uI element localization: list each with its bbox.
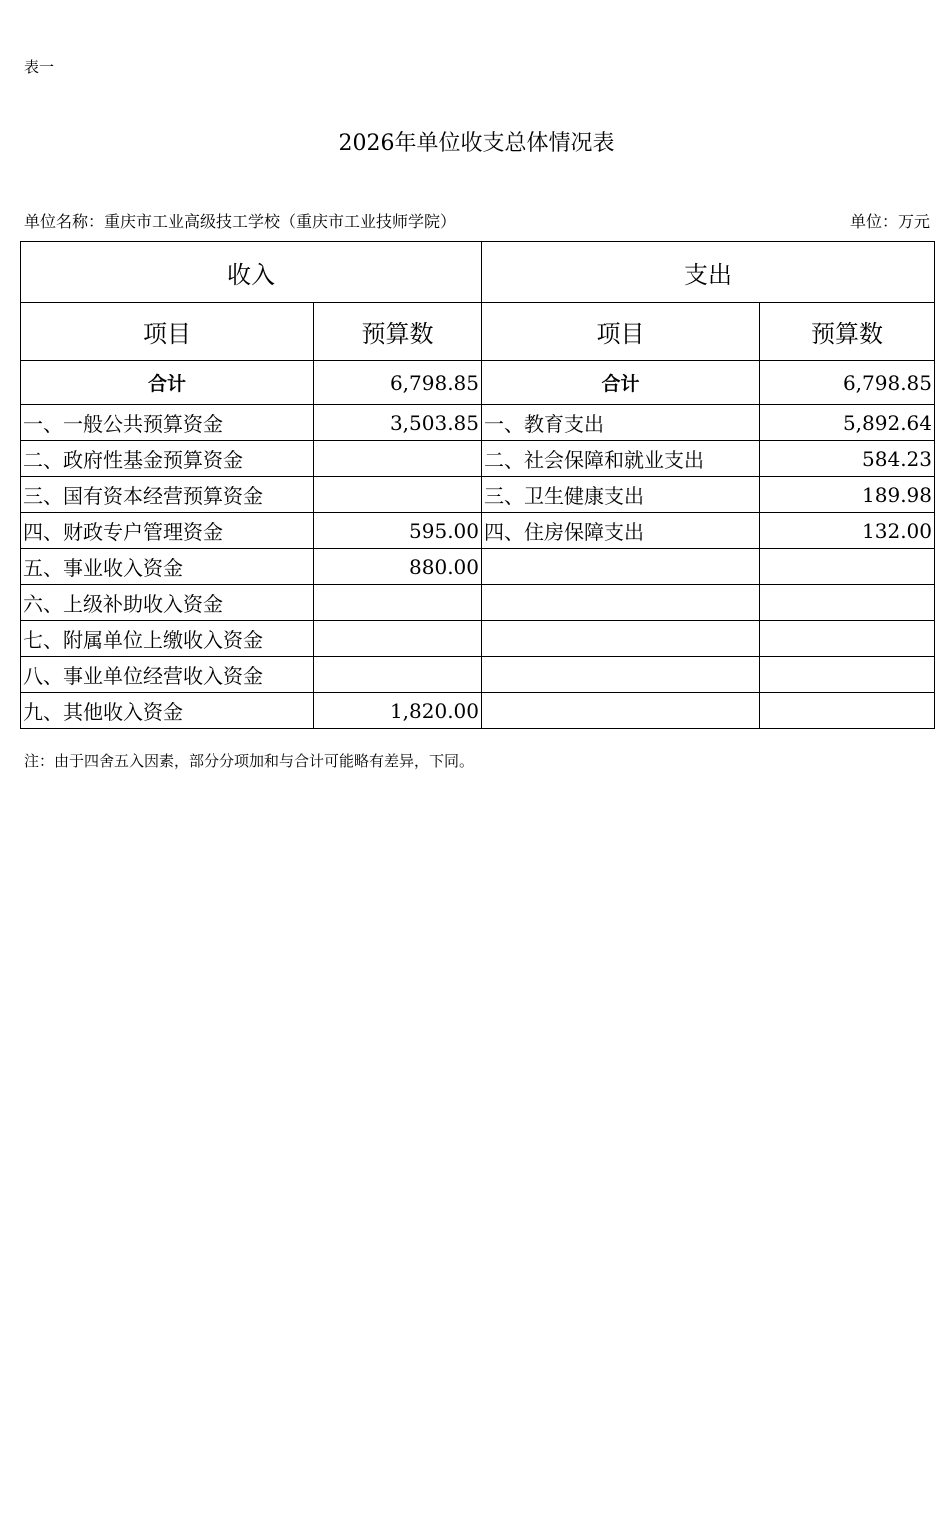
column-header-row (21, 303, 935, 361)
expenditure-item (482, 621, 760, 657)
income-item-header: 项目 (21, 303, 314, 361)
income-value: 880.00 (314, 549, 482, 585)
income-value (314, 441, 482, 477)
income-budget-header: 预算数 (314, 303, 482, 361)
total-row (21, 361, 935, 405)
income-item: 四、财政专户管理资金 (21, 513, 314, 549)
table-row (21, 513, 935, 549)
expenditure-item: 二、社会保障和就业支出 (482, 441, 760, 477)
unit-name: 单位名称：重庆市工业高级技工学校（重庆市工业技师学院） (24, 212, 457, 231)
expenditure-value: 5,892.64 (760, 405, 935, 441)
expenditure-item: 三、卫生健康支出 (482, 477, 760, 513)
expenditure-value (760, 585, 935, 621)
income-header: 收入 (21, 242, 482, 303)
expenditure-item (482, 657, 760, 693)
expenditure-value: 132.00 (760, 513, 935, 549)
budget-summary-table (20, 241, 935, 729)
expenditure-budget-header: 预算数 (760, 303, 935, 361)
table-row (21, 477, 935, 513)
income-value (314, 657, 482, 693)
table-row (21, 621, 935, 657)
expenditure-value: 584.23 (760, 441, 935, 477)
expenditure-value (760, 693, 935, 729)
income-item: 二、政府性基金预算资金 (21, 441, 314, 477)
expenditure-value (760, 621, 935, 657)
income-total-label: 合计 (21, 361, 314, 405)
group-header-row (21, 242, 935, 303)
unit-measure: 单位：万元 (849, 212, 930, 231)
income-value: 1,820.00 (314, 693, 482, 729)
meta-row (24, 209, 930, 232)
footnote: 注：由于四舍五入因素，部分分项加和与合计可能略有差异，下同。 (24, 752, 475, 770)
expenditure-value (760, 657, 935, 693)
table-row (21, 657, 935, 693)
table-id: 表一 (24, 58, 55, 76)
table-row (21, 441, 935, 477)
expenditure-total-label: 合计 (482, 361, 760, 405)
expenditure-value: 189.98 (760, 477, 935, 513)
income-item: 七、附属单位上缴收入资金 (21, 621, 314, 657)
expenditure-item (482, 585, 760, 621)
table-row (21, 585, 935, 621)
expenditure-item-header: 项目 (482, 303, 760, 361)
expenditure-header: 支出 (482, 242, 935, 303)
expenditure-item (482, 549, 760, 585)
table-row (21, 549, 935, 585)
income-value: 595.00 (314, 513, 482, 549)
income-item: 五、事业收入资金 (21, 549, 314, 585)
income-value (314, 585, 482, 621)
expenditure-item: 四、住房保障支出 (482, 513, 760, 549)
expenditure-total-value: 6,798.85 (760, 361, 935, 405)
expenditure-value (760, 549, 935, 585)
income-item: 八、事业单位经营收入资金 (21, 657, 314, 693)
income-item: 九、其他收入资金 (21, 693, 314, 729)
expenditure-item: 一、教育支出 (482, 405, 760, 441)
income-total-value: 6,798.85 (314, 361, 482, 405)
page-title: 2026年单位收支总体情况表 (338, 131, 615, 156)
income-item: 六、上级补助收入资金 (21, 585, 314, 621)
income-item: 三、国有资本经营预算资金 (21, 477, 314, 513)
table-row (21, 693, 935, 729)
income-item: 一、一般公共预算资金 (21, 405, 314, 441)
expenditure-item (482, 693, 760, 729)
table-row (21, 405, 935, 441)
income-value: 3,503.85 (314, 405, 482, 441)
income-value (314, 477, 482, 513)
income-value (314, 621, 482, 657)
